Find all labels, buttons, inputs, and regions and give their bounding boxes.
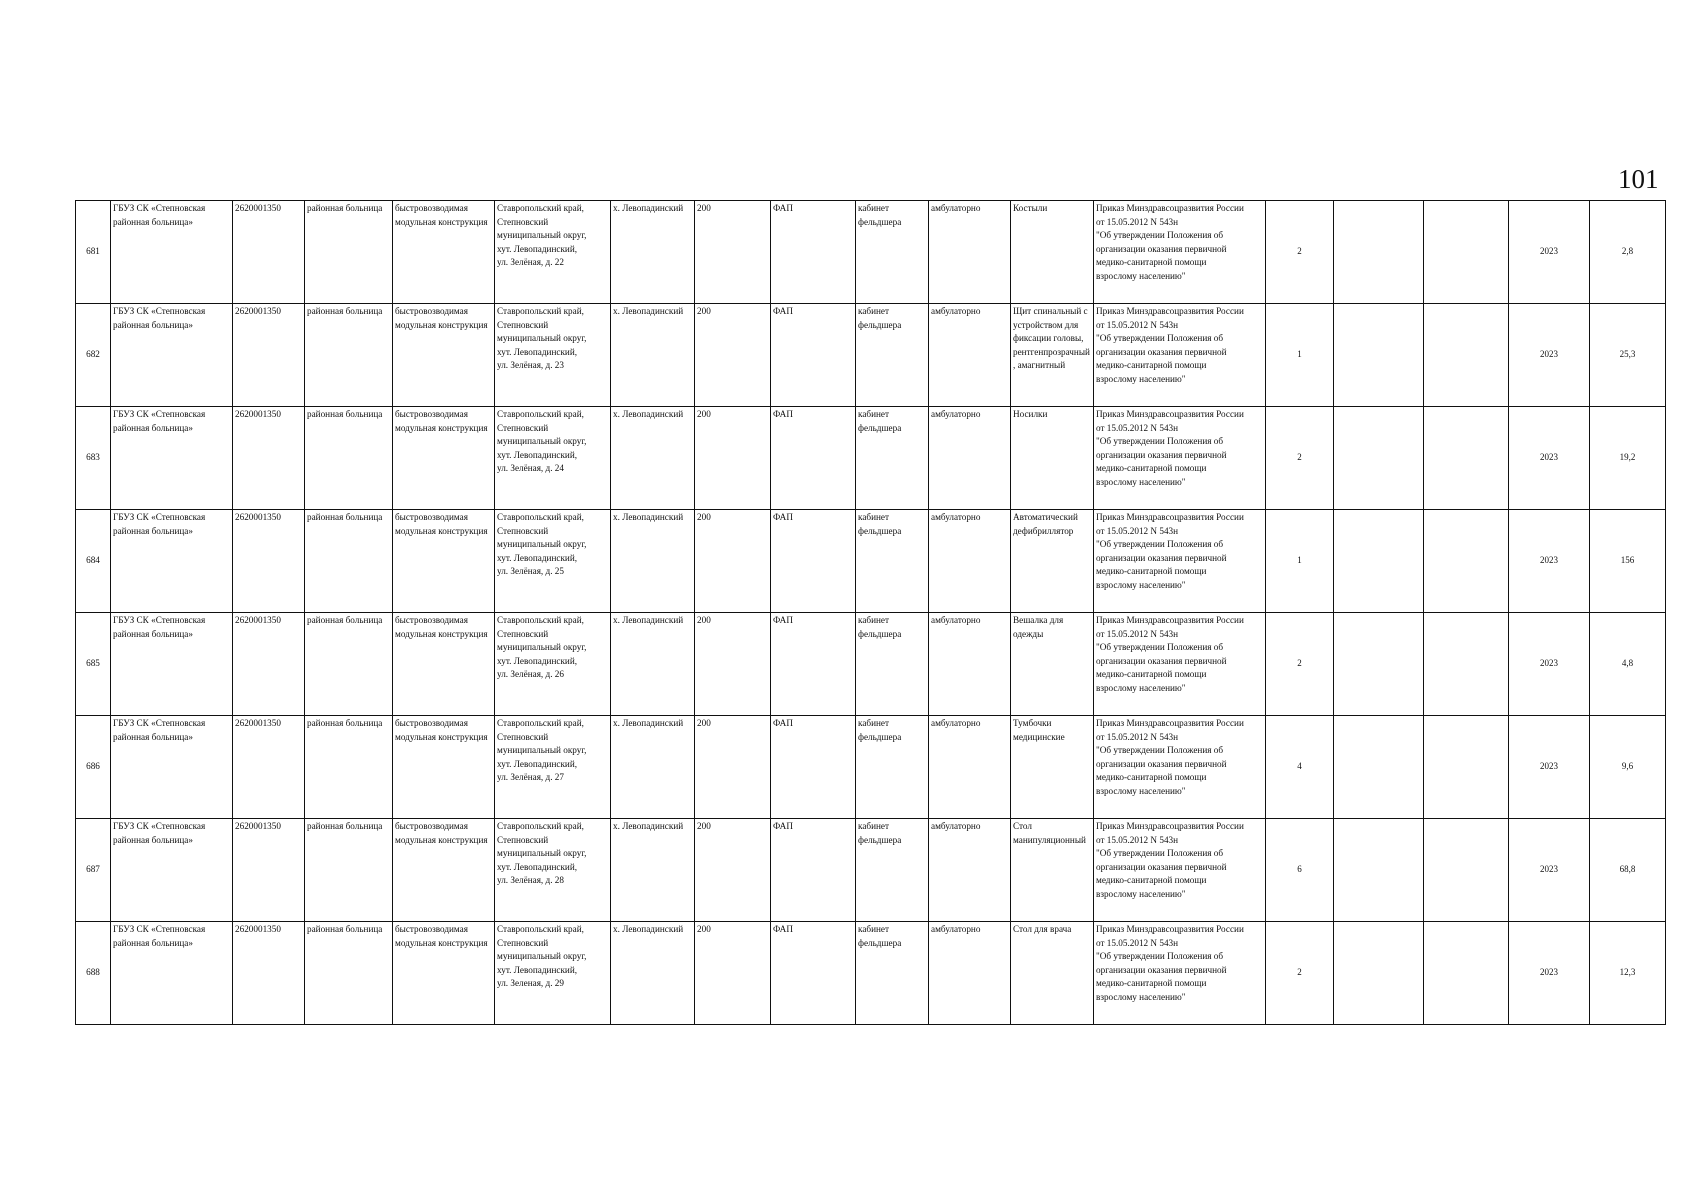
institution-type-cell: районная больница bbox=[305, 510, 393, 613]
address-line: хут. Левопадинский, bbox=[497, 243, 578, 254]
code-cell: 2620001350 bbox=[233, 510, 305, 613]
organization-cell: ГБУЗ СК «Степновская районная больница» bbox=[111, 407, 233, 510]
table-row bbox=[76, 922, 1666, 1025]
address-line: ул. Зелёная, д. 28 bbox=[497, 875, 564, 886]
basis-line: взрослому населению" bbox=[1096, 682, 1186, 693]
organization-cell: ГБУЗ СК «Степновская районная больница» bbox=[111, 510, 233, 613]
basis-line: организации оказания первичной bbox=[1096, 243, 1227, 254]
settlement-cell: х. Левопадинский bbox=[611, 304, 695, 407]
address-line: хут. Левопадинский, bbox=[497, 346, 578, 357]
basis-line: от 15.05.2012 N 543н bbox=[1096, 731, 1179, 742]
address-line: муниципальный округ, bbox=[497, 436, 587, 447]
basis-line: организации оказания первичной bbox=[1096, 346, 1227, 357]
basis-line: организации оказания первичной bbox=[1096, 861, 1227, 872]
row-number: 686 bbox=[76, 716, 111, 819]
settlement-cell: х. Левопадинский bbox=[611, 922, 695, 1025]
page-number: 101 bbox=[1618, 164, 1659, 194]
empty-cell bbox=[1424, 510, 1509, 613]
equipment-register-table bbox=[75, 200, 1666, 1025]
basis-line: от 15.05.2012 N 543н bbox=[1096, 834, 1179, 845]
year-cell: 2023 bbox=[1509, 201, 1590, 304]
facility-cell: ФАП bbox=[771, 819, 856, 922]
basis-cell bbox=[1094, 922, 1266, 1025]
settlement-cell: х. Левопадинский bbox=[611, 510, 695, 613]
empty-cell bbox=[1334, 922, 1424, 1025]
address-cell bbox=[495, 510, 611, 613]
code-cell: 2620001350 bbox=[233, 922, 305, 1025]
facility-cell: ФАП bbox=[771, 613, 856, 716]
empty-cell bbox=[1334, 716, 1424, 819]
address-cell bbox=[495, 304, 611, 407]
facility-cell: ФАП bbox=[771, 407, 856, 510]
empty-cell bbox=[1334, 407, 1424, 510]
code-cell: 2620001350 bbox=[233, 613, 305, 716]
basis-cell bbox=[1094, 304, 1266, 407]
basis-line: "Об утверждении Положения об bbox=[1096, 333, 1224, 344]
basis-line: медико-санитарной помощи bbox=[1096, 360, 1207, 371]
care-mode-cell: амбулаторно bbox=[929, 613, 1011, 716]
population-cell: 200 bbox=[695, 510, 771, 613]
quantity-cell: 6 bbox=[1266, 819, 1334, 922]
unit-cell: кабинет фельдшера bbox=[856, 716, 929, 819]
institution-type-cell: районная больница bbox=[305, 304, 393, 407]
quantity-cell: 2 bbox=[1266, 922, 1334, 1025]
care-mode-cell: амбулаторно bbox=[929, 304, 1011, 407]
care-mode-cell: амбулаторно bbox=[929, 922, 1011, 1025]
unit-cell: кабинет фельдшера bbox=[856, 510, 929, 613]
institution-type-cell: районная больница bbox=[305, 819, 393, 922]
address-line: Степновский bbox=[497, 731, 549, 742]
basis-line: Приказ Минздравсоцразвития России bbox=[1096, 203, 1244, 213]
row-number: 684 bbox=[76, 510, 111, 613]
basis-cell bbox=[1094, 407, 1266, 510]
item-cell: Стол для врача bbox=[1011, 922, 1094, 1025]
basis-line: "Об утверждении Положения об bbox=[1096, 745, 1224, 756]
basis-line: взрослому населению" bbox=[1096, 785, 1186, 796]
basis-line: Приказ Минздравсоцразвития России bbox=[1096, 306, 1244, 316]
address-line: Ставропольский край, bbox=[497, 203, 584, 213]
quantity-cell: 2 bbox=[1266, 407, 1334, 510]
address-line: Степновский bbox=[497, 216, 549, 227]
code-cell: 2620001350 bbox=[233, 716, 305, 819]
empty-cell bbox=[1424, 201, 1509, 304]
basis-line: организации оказания первичной bbox=[1096, 758, 1227, 769]
empty-cell bbox=[1334, 613, 1424, 716]
institution-type-cell: районная больница bbox=[305, 407, 393, 510]
address-line: хут. Левопадинский, bbox=[497, 964, 578, 975]
unit-cell: кабинет фельдшера bbox=[856, 407, 929, 510]
construction-cell: быстровозводимая модульная конструкция bbox=[393, 716, 495, 819]
table-row bbox=[76, 201, 1666, 304]
year-cell: 2023 bbox=[1509, 304, 1590, 407]
organization-cell: ГБУЗ СК «Степновская районная больница» bbox=[111, 304, 233, 407]
empty-cell bbox=[1334, 304, 1424, 407]
address-line: Степновский bbox=[497, 525, 549, 536]
address-cell bbox=[495, 922, 611, 1025]
code-cell: 2620001350 bbox=[233, 201, 305, 304]
basis-line: медико-санитарной помощи bbox=[1096, 978, 1207, 989]
address-line: муниципальный округ, bbox=[497, 848, 587, 859]
institution-type-cell: районная больница bbox=[305, 716, 393, 819]
basis-line: организации оказания первичной bbox=[1096, 655, 1227, 666]
item-cell: Автоматический дефибриллятор bbox=[1011, 510, 1094, 613]
year-cell: 2023 bbox=[1509, 613, 1590, 716]
table-row bbox=[76, 304, 1666, 407]
basis-line: от 15.05.2012 N 543н bbox=[1096, 319, 1179, 330]
basis-line: организации оказания первичной bbox=[1096, 964, 1227, 975]
basis-cell bbox=[1094, 510, 1266, 613]
basis-line: медико-санитарной помощи bbox=[1096, 669, 1207, 680]
settlement-cell: х. Левопадинский bbox=[611, 201, 695, 304]
quantity-cell: 4 bbox=[1266, 716, 1334, 819]
basis-line: взрослому населению" bbox=[1096, 888, 1186, 899]
care-mode-cell: амбулаторно bbox=[929, 201, 1011, 304]
basis-line: "Об утверждении Положения об bbox=[1096, 436, 1224, 447]
item-cell: Носилки bbox=[1011, 407, 1094, 510]
item-cell: Тумбочки медицинские bbox=[1011, 716, 1094, 819]
address-line: ул. Зеленая, д. 29 bbox=[497, 978, 564, 989]
address-line: ул. Зелёная, д. 27 bbox=[497, 772, 564, 783]
basis-cell bbox=[1094, 819, 1266, 922]
year-cell: 2023 bbox=[1509, 716, 1590, 819]
care-mode-cell: амбулаторно bbox=[929, 819, 1011, 922]
year-cell: 2023 bbox=[1509, 407, 1590, 510]
amount-cell: 25,3 bbox=[1590, 304, 1666, 407]
care-mode-cell: амбулаторно bbox=[929, 716, 1011, 819]
year-cell: 2023 bbox=[1509, 510, 1590, 613]
population-cell: 200 bbox=[695, 201, 771, 304]
empty-cell bbox=[1334, 510, 1424, 613]
unit-cell: кабинет фельдшера bbox=[856, 922, 929, 1025]
basis-cell bbox=[1094, 716, 1266, 819]
basis-line: от 15.05.2012 N 543н bbox=[1096, 628, 1179, 639]
item-cell: Костыли bbox=[1011, 201, 1094, 304]
organization-cell: ГБУЗ СК «Степновская районная больница» bbox=[111, 922, 233, 1025]
unit-cell: кабинет фельдшера bbox=[856, 613, 929, 716]
basis-line: "Об утверждении Положения об bbox=[1096, 230, 1224, 241]
table-row bbox=[76, 819, 1666, 922]
row-number: 681 bbox=[76, 201, 111, 304]
address-cell bbox=[495, 819, 611, 922]
care-mode-cell: амбулаторно bbox=[929, 510, 1011, 613]
population-cell: 200 bbox=[695, 922, 771, 1025]
institution-type-cell: районная больница bbox=[305, 613, 393, 716]
amount-cell: 2,8 bbox=[1590, 201, 1666, 304]
population-cell: 200 bbox=[695, 613, 771, 716]
address-line: муниципальный округ, bbox=[497, 230, 587, 241]
basis-cell bbox=[1094, 613, 1266, 716]
address-line: муниципальный округ, bbox=[497, 951, 587, 962]
organization-cell: ГБУЗ СК «Степновская районная больница» bbox=[111, 716, 233, 819]
code-cell: 2620001350 bbox=[233, 304, 305, 407]
population-cell: 200 bbox=[695, 819, 771, 922]
address-line: ул. Зелёная, д. 26 bbox=[497, 669, 564, 680]
item-cell: Вешалка для одежды bbox=[1011, 613, 1094, 716]
table-row bbox=[76, 510, 1666, 613]
unit-cell: кабинет фельдшера bbox=[856, 819, 929, 922]
unit-cell: кабинет фельдшера bbox=[856, 201, 929, 304]
empty-cell bbox=[1334, 201, 1424, 304]
amount-cell: 68,8 bbox=[1590, 819, 1666, 922]
basis-line: медико-санитарной помощи bbox=[1096, 463, 1207, 474]
basis-line: Приказ Минздравсоцразвития России bbox=[1096, 409, 1244, 419]
basis-line: Приказ Минздравсоцразвития России bbox=[1096, 924, 1244, 934]
address-line: Ставропольский край, bbox=[497, 409, 584, 419]
basis-line: "Об утверждении Положения об bbox=[1096, 539, 1224, 550]
address-line: хут. Левопадинский, bbox=[497, 758, 578, 769]
row-number: 687 bbox=[76, 819, 111, 922]
basis-line: организации оказания первичной bbox=[1096, 449, 1227, 460]
basis-line: взрослому населению" bbox=[1096, 579, 1186, 590]
table-row bbox=[76, 613, 1666, 716]
basis-line: взрослому населению" bbox=[1096, 270, 1186, 281]
institution-type-cell: районная больница bbox=[305, 201, 393, 304]
address-line: хут. Левопадинский, bbox=[497, 861, 578, 872]
empty-cell bbox=[1424, 922, 1509, 1025]
basis-line: "Об утверждении Положения об bbox=[1096, 848, 1224, 859]
construction-cell: быстровозводимая модульная конструкция bbox=[393, 613, 495, 716]
facility-cell: ФАП bbox=[771, 304, 856, 407]
table-body bbox=[76, 201, 1666, 1025]
address-line: Степновский bbox=[497, 422, 549, 433]
amount-cell: 19,2 bbox=[1590, 407, 1666, 510]
code-cell: 2620001350 bbox=[233, 819, 305, 922]
basis-line: медико-санитарной помощи bbox=[1096, 566, 1207, 577]
address-line: муниципальный округ, bbox=[497, 333, 587, 344]
unit-cell: кабинет фельдшера bbox=[856, 304, 929, 407]
settlement-cell: х. Левопадинский bbox=[611, 613, 695, 716]
address-line: ул. Зелёная, д. 25 bbox=[497, 566, 564, 577]
address-line: Ставропольский край, bbox=[497, 718, 584, 728]
facility-cell: ФАП bbox=[771, 201, 856, 304]
address-line: Степновский bbox=[497, 937, 549, 948]
address-line: муниципальный округ, bbox=[497, 642, 587, 653]
organization-cell: ГБУЗ СК «Степновская районная больница» bbox=[111, 201, 233, 304]
address-line: Ставропольский край, bbox=[497, 615, 584, 625]
facility-cell: ФАП bbox=[771, 716, 856, 819]
basis-line: взрослому населению" bbox=[1096, 991, 1186, 1002]
address-line: муниципальный округ, bbox=[497, 539, 587, 550]
quantity-cell: 2 bbox=[1266, 613, 1334, 716]
address-cell bbox=[495, 407, 611, 510]
population-cell: 200 bbox=[695, 304, 771, 407]
construction-cell: быстровозводимая модульная конструкция bbox=[393, 510, 495, 613]
population-cell: 200 bbox=[695, 407, 771, 510]
basis-line: медико-санитарной помощи bbox=[1096, 772, 1207, 783]
address-cell bbox=[495, 201, 611, 304]
basis-line: Приказ Минздравсоцразвития России bbox=[1096, 718, 1244, 728]
empty-cell bbox=[1424, 819, 1509, 922]
basis-line: взрослому населению" bbox=[1096, 373, 1186, 384]
basis-line: Приказ Минздравсоцразвития России bbox=[1096, 821, 1244, 831]
address-cell bbox=[495, 613, 611, 716]
amount-cell: 9,6 bbox=[1590, 716, 1666, 819]
address-line: Ставропольский край, bbox=[497, 924, 584, 934]
amount-cell: 12,3 bbox=[1590, 922, 1666, 1025]
basis-line: Приказ Минздравсоцразвития России bbox=[1096, 512, 1244, 522]
basis-line: медико-санитарной помощи bbox=[1096, 875, 1207, 886]
table-row bbox=[76, 716, 1666, 819]
address-line: ул. Зелёная, д. 22 bbox=[497, 257, 564, 268]
settlement-cell: х. Левопадинский bbox=[611, 407, 695, 510]
basis-line: взрослому населению" bbox=[1096, 476, 1186, 487]
item-cell: Щит спинальный с устройством для фиксации головы, рентгенпрозрачный, амагнитный bbox=[1011, 304, 1094, 407]
basis-line: от 15.05.2012 N 543н bbox=[1096, 937, 1179, 948]
address-line: Степновский bbox=[497, 628, 549, 639]
settlement-cell: х. Левопадинский bbox=[611, 819, 695, 922]
row-number: 685 bbox=[76, 613, 111, 716]
basis-line: от 15.05.2012 N 543н bbox=[1096, 525, 1179, 536]
construction-cell: быстровозводимая модульная конструкция bbox=[393, 407, 495, 510]
table-row bbox=[76, 407, 1666, 510]
settlement-cell: х. Левопадинский bbox=[611, 716, 695, 819]
basis-line: медико-санитарной помощи bbox=[1096, 257, 1207, 268]
year-cell: 2023 bbox=[1509, 819, 1590, 922]
item-cell: Стол манипуляционный bbox=[1011, 819, 1094, 922]
address-line: хут. Левопадинский, bbox=[497, 449, 578, 460]
basis-line: от 15.05.2012 N 543н bbox=[1096, 216, 1179, 227]
basis-line: организации оказания первичной bbox=[1096, 552, 1227, 563]
care-mode-cell: амбулаторно bbox=[929, 407, 1011, 510]
address-line: Ставропольский край, bbox=[497, 512, 584, 522]
construction-cell: быстровозводимая модульная конструкция bbox=[393, 819, 495, 922]
address-line: Ставропольский край, bbox=[497, 821, 584, 831]
address-line: Ставропольский край, bbox=[497, 306, 584, 316]
institution-type-cell: районная больница bbox=[305, 922, 393, 1025]
facility-cell: ФАП bbox=[771, 922, 856, 1025]
address-line: Степновский bbox=[497, 319, 549, 330]
quantity-cell: 2 bbox=[1266, 201, 1334, 304]
empty-cell bbox=[1424, 304, 1509, 407]
population-cell: 200 bbox=[695, 716, 771, 819]
row-number: 683 bbox=[76, 407, 111, 510]
basis-line: Приказ Минздравсоцразвития России bbox=[1096, 615, 1244, 625]
row-number: 682 bbox=[76, 304, 111, 407]
code-cell: 2620001350 bbox=[233, 407, 305, 510]
organization-cell: ГБУЗ СК «Степновская районная больница» bbox=[111, 819, 233, 922]
amount-cell: 156 bbox=[1590, 510, 1666, 613]
empty-cell bbox=[1424, 407, 1509, 510]
address-line: ул. Зелёная, д. 23 bbox=[497, 360, 564, 371]
address-line: хут. Левопадинский, bbox=[497, 552, 578, 563]
facility-cell: ФАП bbox=[771, 510, 856, 613]
address-cell bbox=[495, 716, 611, 819]
empty-cell bbox=[1424, 716, 1509, 819]
construction-cell: быстровозводимая модульная конструкция bbox=[393, 304, 495, 407]
basis-cell bbox=[1094, 201, 1266, 304]
basis-line: "Об утверждении Положения об bbox=[1096, 951, 1224, 962]
amount-cell: 4,8 bbox=[1590, 613, 1666, 716]
address-line: хут. Левопадинский, bbox=[497, 655, 578, 666]
organization-cell: ГБУЗ СК «Степновская районная больница» bbox=[111, 613, 233, 716]
quantity-cell: 1 bbox=[1266, 304, 1334, 407]
construction-cell: быстровозводимая модульная конструкция bbox=[393, 922, 495, 1025]
year-cell: 2023 bbox=[1509, 922, 1590, 1025]
address-line: муниципальный округ, bbox=[497, 745, 587, 756]
construction-cell: быстровозводимая модульная конструкция bbox=[393, 201, 495, 304]
empty-cell bbox=[1424, 613, 1509, 716]
basis-line: от 15.05.2012 N 543н bbox=[1096, 422, 1179, 433]
empty-cell bbox=[1334, 819, 1424, 922]
quantity-cell: 1 bbox=[1266, 510, 1334, 613]
address-line: ул. Зелёная, д. 24 bbox=[497, 463, 564, 474]
address-line: Степновский bbox=[497, 834, 549, 845]
row-number: 688 bbox=[76, 922, 111, 1025]
basis-line: "Об утверждении Положения об bbox=[1096, 642, 1224, 653]
